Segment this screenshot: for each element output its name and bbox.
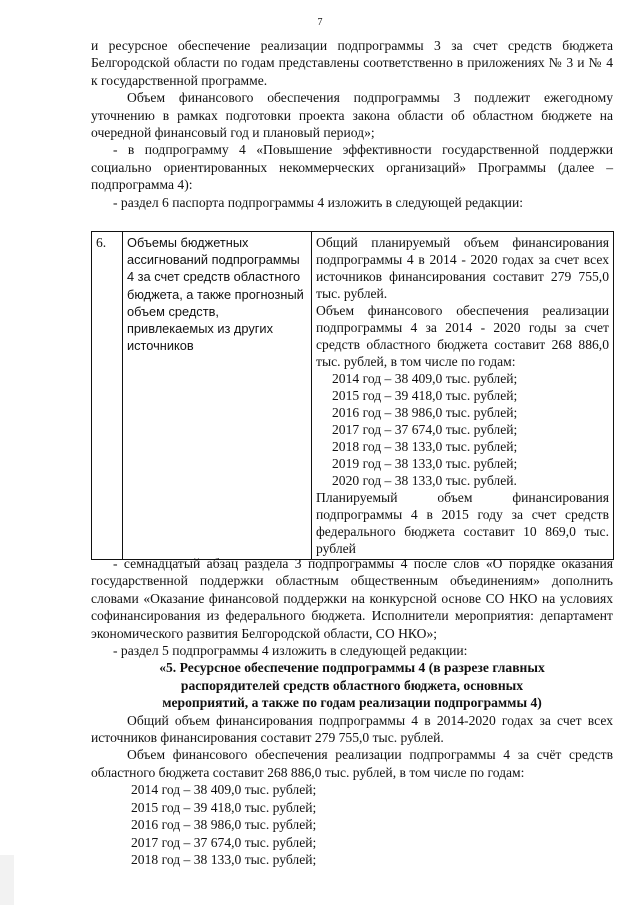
year-2019: 2019 год – 38 133,0 тыс. рублей; [332,456,518,471]
row-content [312,232,614,560]
passport-table [91,231,614,560]
section-year-2016: 2016 год – 38 986,0 тыс. рублей; [131,817,317,833]
year-2014: 2014 год – 38 409,0 тыс. рублей; [332,371,518,386]
section-heading-line-1: «5. Ресурсное обеспечение подпрограммы 4 (в разрезе главных [159,660,545,676]
row-number: 6. [92,232,123,560]
section-paragraph-1: Общий объем финансирования подпрограммы 4 в 2014-2020 годах за счет всех источников финансирования составит 279 755,0 тыс. рублей. [91,712,613,746]
year-2016: 2016 год – 38 986,0 тыс. рублей; [332,405,518,420]
section-year-2018: 2018 год – 38 133,0 тыс. рублей; [131,851,317,867]
year-2015: 2015 год – 39 418,0 тыс. рублей; [332,388,518,403]
year-2020: 2020 год – 38 133,0 тыс. рублей. [332,473,517,488]
intro-paragraph-4: - раздел 6 паспорта подпрограммы 4 изложить в следующей редакции: [113,194,524,210]
section-paragraph-2: Объем финансового обеспечения реализации подпрограммы 4 за счёт средств областного бюджета составит 268 886,0 тыс. рублей, в том числе по годам: [91,747,613,780]
year-2017: 2017 год – 37 674,0 тыс. рублей; [332,422,518,437]
section-heading-line-2: распорядителей средств областного бюджета, основных [180,677,524,693]
section-heading-line-3: мероприятий, а также по годам реализации подпрограммы 4) [162,695,542,711]
total-financing-text: Общий планируемый объем финансирования подпрограммы 4 в 2014 - 2020 годах за счет всех источников финансирования составит 279 755,0 тыс. рублей. [316,235,609,301]
section-year-2014: 2014 год – 38 409,0 тыс. рублей; [131,782,317,798]
amendment-paragraph: - семнадцатый абзац раздела 3 подпрограммы 4 после слов «О порядке оказания государственной поддержки областным общественным объединениям» дополнить словами «Оказание финансовой поддержки на конкурсной основе СО НКО на условиях софинансирования из федерального бюджета. Исполнители мероприятия: департамент экономического развития Белгородской области, СО НКО»; [91,556,613,641]
federal-financing-text: Планируемый объем финансирования подпрограммы 4 в 2015 году за счет средств федерального бюджета составит 10 869,0 тыс. рублей [316,490,609,556]
table-row [92,232,614,560]
intro-paragraph-3: - в подпрограмму 4 «Повышение эффективности государственной поддержки социально ориентированных некоммерческих организаций» Программы (далее – подпрограмма 4): [91,142,613,193]
after-table-section [91,555,613,868]
intro-section [91,37,613,211]
intro-paragraph-1: и ресурсное обеспечение реализации подпрограммы 3 за счет средств бюджета Белгородской области по годам представлены соответственно в приложениях № 3 и № 4 к государственной программе. [91,38,613,88]
page-number: 7 [317,17,323,28]
row-label: Объемы бюджетных ассигнований подпрограммы 4 за счет средств областного бюджета, а также прогнозный объем средств, привлекаемых из других источников [123,232,312,560]
section-year-2015: 2015 год – 39 418,0 тыс. рублей; [131,799,317,815]
year-2018: 2018 год – 38 133,0 тыс. рублей; [332,439,518,454]
scan-edge-shadow [0,855,14,905]
section5-intro: - раздел 5 подпрограммы 4 изложить в следующей редакции: [113,643,468,659]
regional-financing-text: Объем финансового обеспечения реализации подпрограммы 4 за 2014 - 2020 годы за счет средств областного бюджета составит 268 886,0 тыс. рублей, в том числе по годам: [316,303,609,369]
section-year-2017: 2017 год – 37 674,0 тыс. рублей; [131,834,317,850]
intro-paragraph-2: Объем финансового обеспечения подпрограммы 3 подлежит ежегодному уточнению в рамках подготовки проекта закона области об областном бюджете на очередной финансовый год и плановый период»; [91,90,613,141]
